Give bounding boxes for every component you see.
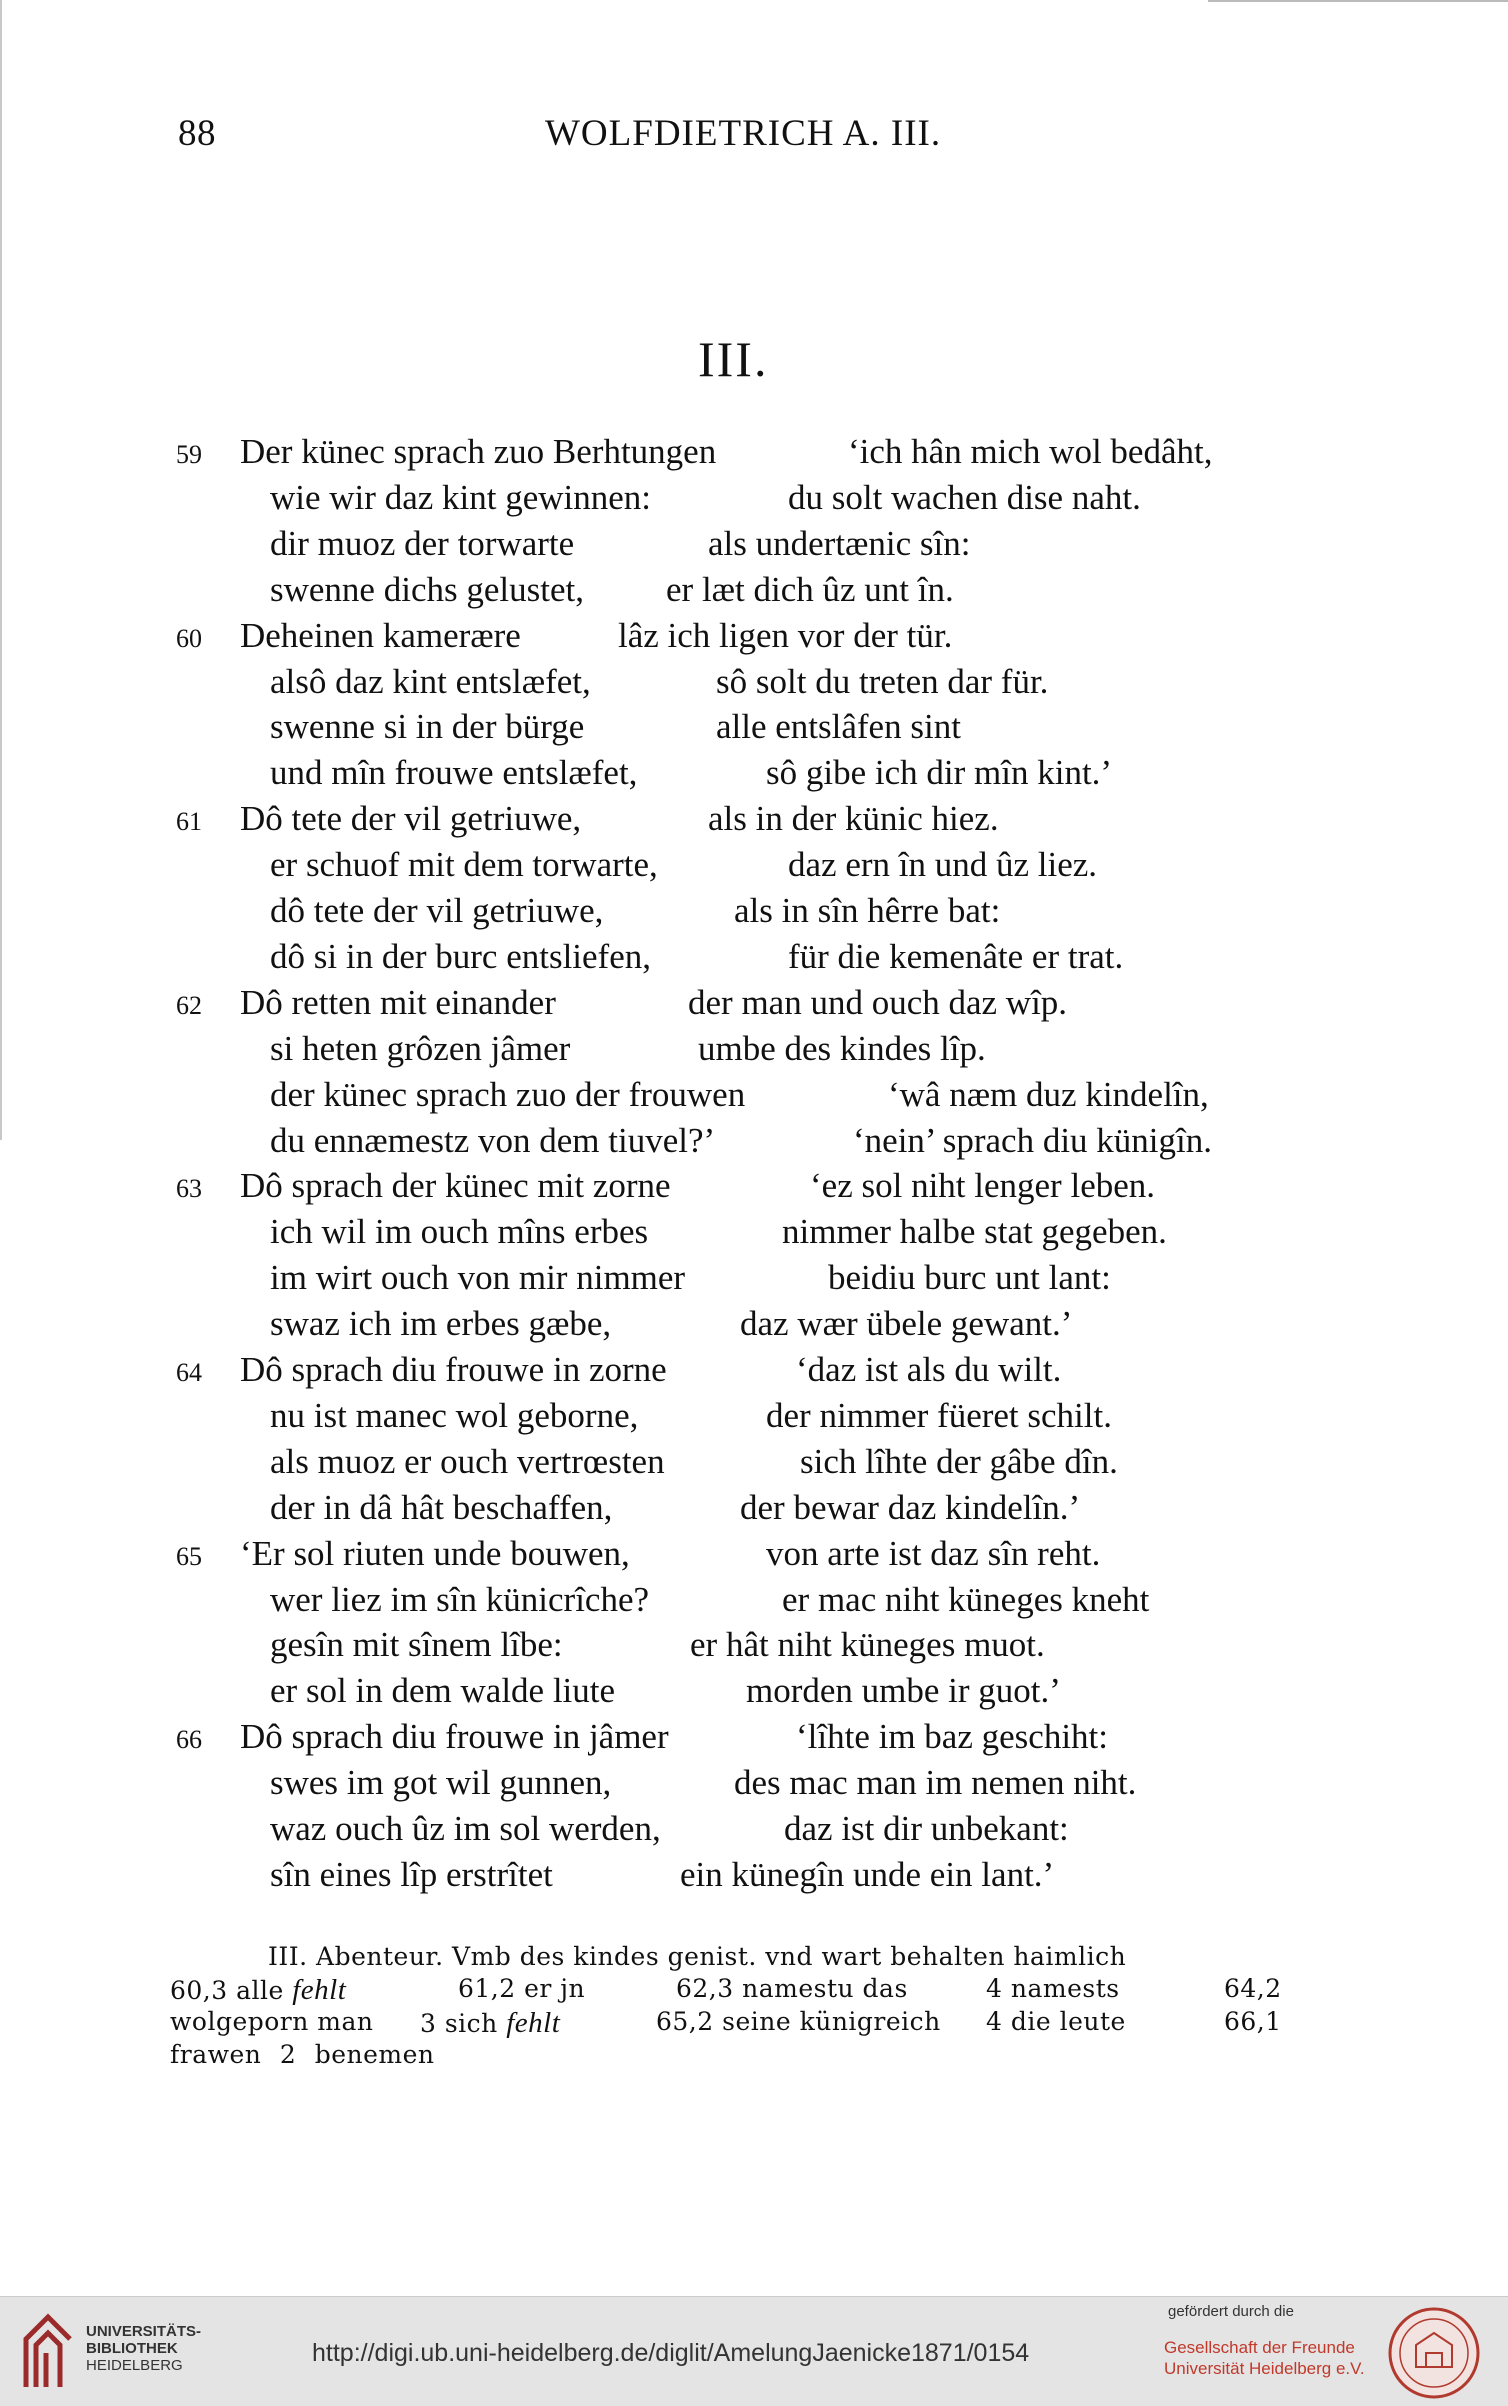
verse-second-half: er mac niht küneges kneht bbox=[782, 1580, 1150, 1619]
stanza-number: 60 bbox=[176, 624, 202, 653]
verse-first-half: er schuof mit dem torwarte, bbox=[270, 845, 658, 884]
footnote-entry: 65,2 seine künigreich bbox=[656, 2007, 941, 2036]
library-line: BIBLIOTHEK bbox=[86, 2340, 178, 2357]
verse-first-half: dô tete der vil getriuwe, bbox=[270, 891, 604, 930]
verse-first-half: nu ist manec wol geborne, bbox=[270, 1396, 639, 1435]
stanza-number: 62 bbox=[176, 991, 202, 1020]
top-border-line bbox=[1208, 0, 1508, 2]
verse-second-half: ‘daz ist als du wilt. bbox=[796, 1350, 1062, 1389]
verse-second-half: ein künegîn unde ein lant.’ bbox=[680, 1855, 1055, 1894]
verse-first-half: du ennæmestz von dem tiuvel?’ bbox=[270, 1121, 716, 1160]
verse-second-half: du solt wachen dise naht. bbox=[788, 478, 1141, 517]
verse-first-half: ich wil im ouch mîns erbes bbox=[270, 1212, 649, 1251]
verse-first-half: der künec sprach zuo der frouwen bbox=[270, 1075, 746, 1114]
verse-second-half: als in sîn hêrre bat: bbox=[734, 891, 1001, 930]
stanza-number: 61 bbox=[176, 807, 202, 836]
footnote-line: frawen 2 benemen bbox=[170, 2040, 435, 2069]
footnote-entry: 4 namests bbox=[986, 1974, 1120, 2003]
verse-second-half: sô gibe ich dir mîn kint.’ bbox=[766, 753, 1113, 792]
verse-second-half: ‘ez sol niht lenger leben. bbox=[810, 1166, 1156, 1205]
footnote-entry: wolgeporn man bbox=[170, 2007, 374, 2036]
verse-first-half: Dô retten mit einander bbox=[240, 983, 556, 1022]
stanza-number: 63 bbox=[176, 1174, 202, 1203]
source-url-link[interactable]: http://digi.ub.uni-heidelberg.de/diglit/AmelungJaenicke1871/0154 bbox=[312, 2339, 1030, 2367]
verse-first-half: wie wir daz kint gewinnen: bbox=[270, 478, 652, 517]
verse-second-half: ‘nein’ sprach diu künigîn. bbox=[853, 1121, 1212, 1160]
verse-second-half: nimmer halbe stat gegeben. bbox=[782, 1212, 1167, 1251]
verse-first-half: alsô daz kint entslæfet, bbox=[270, 662, 591, 701]
verse-second-half: von arte ist daz sîn reht. bbox=[766, 1534, 1101, 1573]
verse-first-half: er sol in dem walde liute bbox=[270, 1671, 616, 1710]
society-line: Gesellschaft der Freunde bbox=[1164, 2338, 1355, 2357]
funded-by-label: gefördert durch die bbox=[1168, 2303, 1294, 2320]
verse-first-half: gesîn mit sînem lîbe: bbox=[270, 1625, 563, 1664]
verse-second-half: morden umbe ir guot.’ bbox=[746, 1671, 1061, 1710]
verse-first-half: dir muoz der torwarte bbox=[270, 524, 575, 563]
chapter-title: III. bbox=[698, 331, 769, 387]
verse-second-half: alle entslâfen sint bbox=[716, 707, 961, 746]
verse-first-half: Dô sprach diu frouwe in jâmer bbox=[240, 1717, 669, 1756]
verse-first-half: Dô sprach diu frouwe in zorne bbox=[240, 1350, 667, 1389]
verse-first-half: Dô tete der vil getriuwe, bbox=[240, 799, 582, 838]
footnote-entry: 61,2 er jn bbox=[458, 1974, 586, 2003]
verse-second-half: er læt dich ûz unt în. bbox=[666, 570, 954, 609]
society-line: Universität Heidelberg e.V. bbox=[1164, 2359, 1365, 2378]
footer-bar bbox=[0, 2296, 1508, 2406]
verse-first-half: Dô sprach der künec mit zorne bbox=[240, 1166, 671, 1205]
verse-second-half: daz wær übele gewant.’ bbox=[740, 1304, 1073, 1343]
footnote-entry: 66,1 bbox=[1224, 2007, 1282, 2036]
verse-first-half: und mîn frouwe entslæfet, bbox=[270, 753, 638, 792]
verse-second-half: der nimmer füeret schilt. bbox=[766, 1396, 1112, 1435]
stanza-number: 59 bbox=[176, 440, 202, 469]
verse-second-half: daz ern în und ûz liez. bbox=[788, 845, 1098, 884]
verse-first-half: Der künec sprach zuo Berhtungen bbox=[240, 432, 717, 471]
verse-second-half: der bewar daz kindelîn.’ bbox=[740, 1488, 1081, 1527]
verse-second-half: er hât niht küneges muot. bbox=[690, 1625, 1045, 1664]
library-line: UNIVERSITÄTS- bbox=[86, 2323, 202, 2340]
verse-second-half: für die kemenâte er trat. bbox=[788, 937, 1124, 976]
footnote-entry: 60,3 alle fehlt bbox=[170, 1974, 347, 2006]
verse-first-half: swenne si in der bürge bbox=[270, 707, 585, 746]
verse-second-half: lâz ich ligen vor der tür. bbox=[618, 616, 953, 655]
verse-second-half: beidiu burc unt lant: bbox=[828, 1258, 1111, 1297]
verse-first-half: wer liez im sîn künicrîche? bbox=[270, 1580, 650, 1619]
stanza-number: 66 bbox=[176, 1725, 202, 1754]
verse-second-half: des mac man im nemen niht. bbox=[734, 1763, 1137, 1802]
verse-second-half: der man und ouch daz wîp. bbox=[688, 983, 1068, 1022]
left-scan-edge bbox=[0, 0, 2, 1140]
verse-second-half: sich lîhte der gâbe dîn. bbox=[800, 1442, 1118, 1481]
verse-first-half: swes im got wil gunnen, bbox=[270, 1763, 612, 1802]
verse-second-half: daz ist dir unbekant: bbox=[784, 1809, 1069, 1848]
verse-second-half: als undertænic sîn: bbox=[708, 524, 971, 563]
verse-first-half: der in dâ hât beschaffen, bbox=[270, 1488, 613, 1527]
verse-first-half: im wirt ouch von mir nimmer bbox=[270, 1258, 686, 1297]
verse-first-half: si heten grôzen jâmer bbox=[270, 1029, 571, 1068]
library-name bbox=[86, 2323, 201, 2374]
verse-second-half: umbe des kindes lîp. bbox=[698, 1029, 986, 1068]
footnote-line: III. Abenteur. Vmb des kindes genist. vnd wart behalten haimlich bbox=[268, 1942, 1127, 1971]
stanza-number: 65 bbox=[176, 1542, 202, 1571]
verse-first-half: Deheinen kamerære bbox=[240, 616, 521, 655]
running-title: WOLFDIETRICH A. III. bbox=[545, 113, 942, 154]
library-logo-icon bbox=[18, 2309, 78, 2393]
library-line: HEIDELBERG bbox=[86, 2357, 183, 2374]
verse-first-half: dô si in der burc entsliefen, bbox=[270, 937, 652, 976]
page-number: 88 bbox=[178, 113, 216, 154]
footnote-entry: 64,2 bbox=[1224, 1974, 1282, 2003]
verse-second-half: ‘lîhte im baz geschiht: bbox=[796, 1717, 1108, 1756]
verse-first-half: als muoz er ouch vertrœsten bbox=[270, 1442, 665, 1481]
verse-first-half: ‘Er sol riuten unde bouwen, bbox=[240, 1534, 630, 1573]
verse-second-half: als in der künic hiez. bbox=[708, 799, 999, 838]
university-seal-icon bbox=[1386, 2305, 1482, 2401]
verse-second-half: ‘wâ næm duz kindelîn, bbox=[888, 1075, 1209, 1114]
verse-first-half: waz ouch ûz im sol werden, bbox=[270, 1809, 661, 1848]
verse-second-half: ‘ich hân mich wol bedâht, bbox=[848, 432, 1213, 471]
footnote-entry: 62,3 namestu das bbox=[676, 1974, 908, 2003]
footnote-entry: 3 sich fehlt bbox=[420, 2007, 561, 2039]
verse-first-half: sîn eines lîp erstrîtet bbox=[270, 1855, 553, 1894]
verse-second-half: sô solt du treten dar für. bbox=[716, 662, 1049, 701]
verse-first-half: swenne dichs gelustet, bbox=[270, 570, 584, 609]
verse-first-half: swaz ich im erbes gæbe, bbox=[270, 1304, 612, 1343]
society-name bbox=[1164, 2337, 1365, 2379]
stanza-number: 64 bbox=[176, 1358, 202, 1387]
footnote-entry: 4 die leute bbox=[986, 2007, 1126, 2036]
